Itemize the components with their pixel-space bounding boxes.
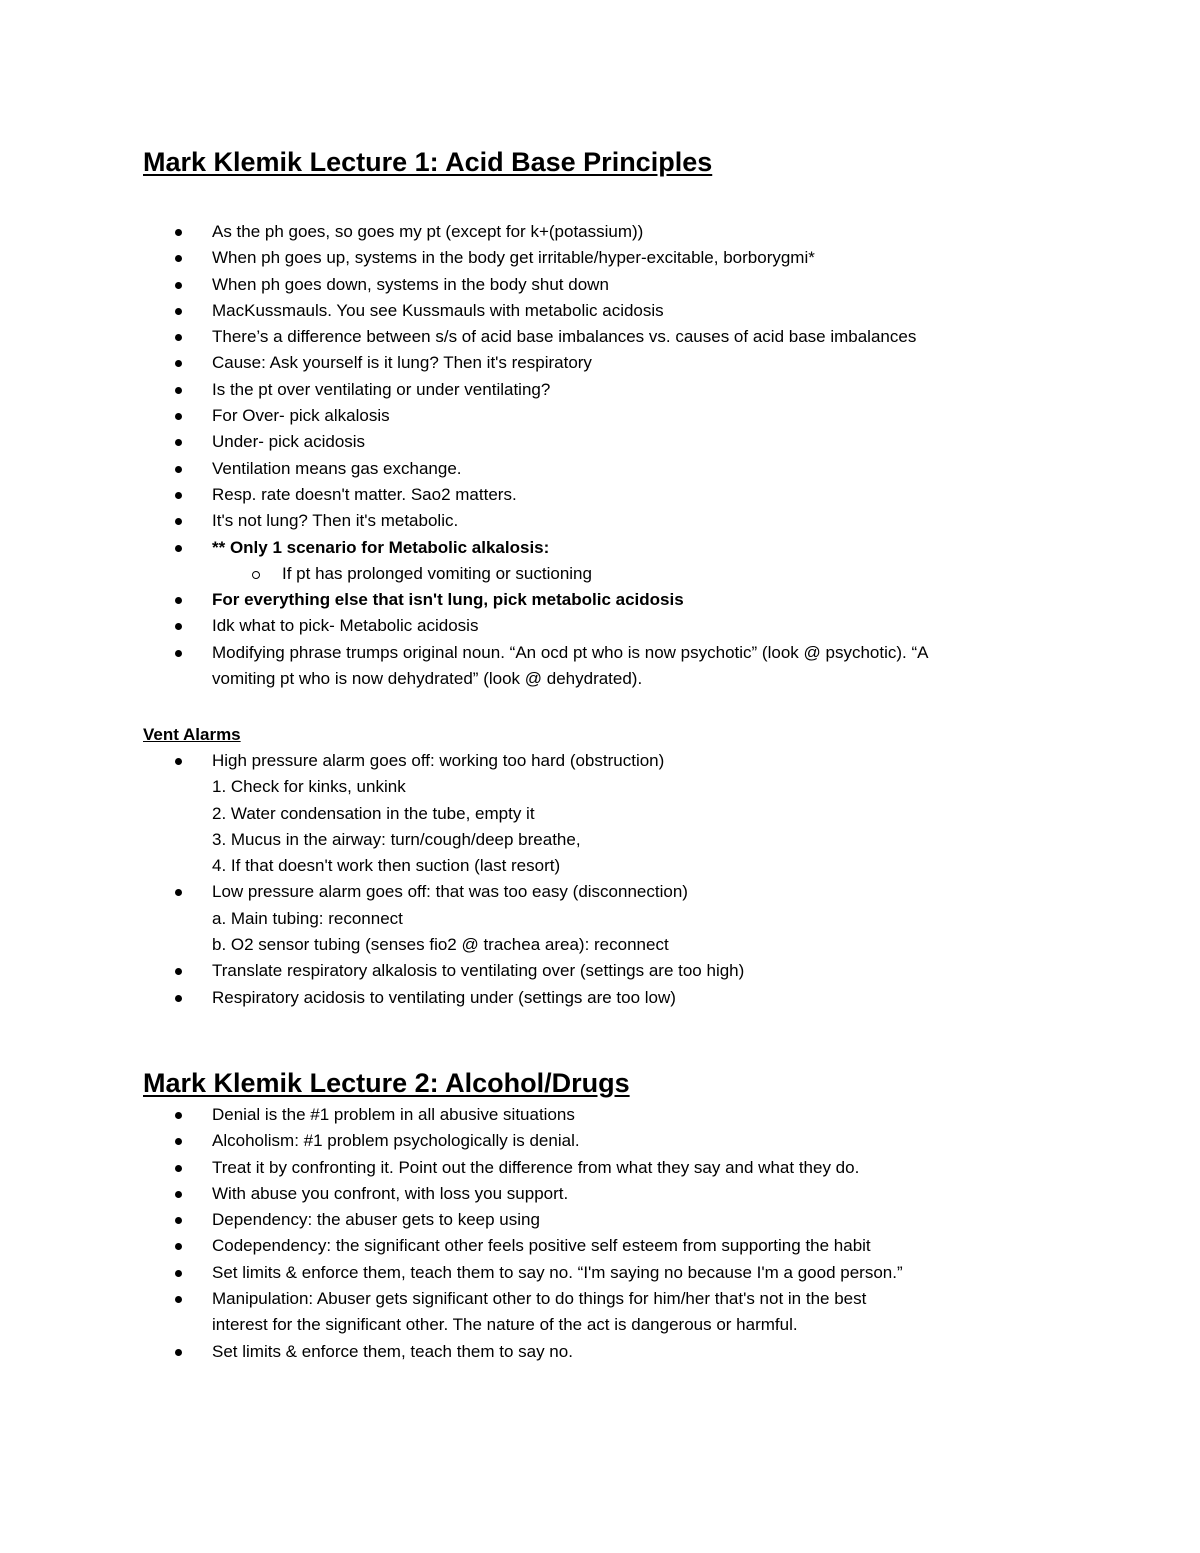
bullet-icon [175, 1270, 182, 1277]
list-item: Dependency: the abuser gets to keep using [0, 1207, 1200, 1233]
bullet-icon [175, 1296, 182, 1303]
list-item: ** Only 1 scenario for Metabolic alkalosis: [0, 535, 1200, 561]
list-item-step: 1. Check for kinks, unkink [212, 777, 406, 797]
list-item: Is the pt over ventilating or under ventilating? [0, 377, 1200, 403]
list-item-step: b. O2 sensor tubing (senses fio2 @ trachea area): reconnect [212, 935, 669, 955]
list-item: MacKussmauls. You see Kussmauls with metabolic acidosis [0, 298, 1200, 324]
bullet-icon [175, 466, 182, 473]
list-item: There’s a difference between s/s of acid base imbalances vs. causes of acid base imbalances [0, 324, 1200, 350]
list-item: Cause: Ask yourself is it lung? Then it's respiratory [0, 350, 1200, 376]
bullet-icon [175, 360, 182, 367]
bullet-icon [175, 758, 182, 765]
bullet-icon [175, 518, 182, 525]
lecture2-list [0, 1102, 1200, 1365]
bullet-icon [175, 995, 182, 1002]
bullet-icon [175, 492, 182, 499]
bullet-icon [175, 255, 182, 262]
bullet-icon [175, 1217, 182, 1224]
lecture1-list [0, 219, 1200, 692]
list-item: It's not lung? Then it's metabolic. [0, 508, 1200, 534]
bullet-icon [175, 387, 182, 394]
list-item: Denial is the #1 problem in all abusive situations [0, 1102, 1200, 1128]
bullet-icon [175, 650, 182, 657]
list-item-continuation: interest for the significant other. The nature of the act is dangerous or harmful. [212, 1315, 798, 1335]
hollow-bullet-icon [252, 571, 260, 579]
bullet-icon [175, 1191, 182, 1198]
bullet-icon [175, 623, 182, 630]
vent-alarms-list [0, 748, 1200, 1011]
bullet-icon [175, 439, 182, 446]
list-item: For everything else that isn't lung, pick metabolic acidosis [0, 587, 1200, 613]
list-item: Idk what to pick- Metabolic acidosis [0, 613, 1200, 639]
list-item: Set limits & enforce them, teach them to say no. [0, 1339, 1200, 1365]
list-item-step: 4. If that doesn't work then suction (last resort) [212, 856, 561, 876]
list-item: Set limits & enforce them, teach them to say no. “I'm saying no because I'm a good person.” [0, 1260, 1200, 1286]
bullet-icon [175, 282, 182, 289]
bullet-icon [175, 889, 182, 896]
list-item: Low pressure alarm goes off: that was too easy (disconnection) [0, 879, 1200, 905]
vent-alarms-title: Vent Alarms [143, 725, 241, 744]
bullet-icon [175, 229, 182, 236]
bullet-icon [175, 413, 182, 420]
bullet-icon [175, 1243, 182, 1250]
bullet-icon [175, 1349, 182, 1356]
list-item: Resp. rate doesn't matter. Sao2 matters. [0, 482, 1200, 508]
lecture2-title: Mark Klemik Lecture 2: Alcohol/Drugs [143, 1068, 630, 1098]
list-item: Respiratory acidosis to ventilating under (settings are too low) [0, 985, 1200, 1011]
list-item: High pressure alarm goes off: working too hard (obstruction) [0, 748, 1200, 774]
list-item: With abuse you confront, with loss you support. [0, 1181, 1200, 1207]
bullet-icon [175, 968, 182, 975]
list-item: Translate respiratory alkalosis to ventilating over (settings are too high) [0, 958, 1200, 984]
list-item: For Over- pick alkalosis [0, 403, 1200, 429]
bullet-icon [175, 308, 182, 315]
list-item: Alcoholism: #1 problem psychologically is denial. [0, 1128, 1200, 1154]
bullet-icon [175, 1165, 182, 1172]
list-item-continuation: vomiting pt who is now dehydrated” (look @ dehydrated). [212, 669, 643, 689]
list-item: Modifying phrase trumps original noun. “An ocd pt who is now psychotic” (look @ psychotic). “A [0, 640, 1200, 666]
list-item: Manipulation: Abuser gets significant other to do things for him/her that's not in the best [0, 1286, 1200, 1312]
list-item-step: 2. Water condensation in the tube, empty it [212, 803, 535, 823]
list-item: Under- pick acidosis [0, 429, 1200, 455]
list-item: Treat it by confronting it. Point out the difference from what they say and what they do. [0, 1155, 1200, 1181]
list-item: Ventilation means gas exchange. [0, 456, 1200, 482]
list-item-step: a. Main tubing: reconnect [212, 908, 403, 928]
list-item: Codependency: the significant other feels positive self esteem from supporting the habit [0, 1233, 1200, 1259]
bullet-icon [175, 597, 182, 604]
bullet-icon [175, 545, 182, 552]
bullet-icon [175, 1138, 182, 1145]
sub-list-item: If pt has prolonged vomiting or suctioning [0, 561, 1200, 587]
list-item: When ph goes down, systems in the body shut down [0, 272, 1200, 298]
bullet-icon [175, 1112, 182, 1119]
list-item: As the ph goes, so goes my pt (except for k+(potassium)) [0, 219, 1200, 245]
bullet-icon [175, 334, 182, 341]
list-item-step: 3. Mucus in the airway: turn/cough/deep breathe, [212, 829, 581, 849]
lecture1-title: Mark Klemik Lecture 1: Acid Base Principles [143, 147, 713, 177]
list-item: When ph goes up, systems in the body get irritable/hyper-excitable, borborygmi* [0, 245, 1200, 271]
